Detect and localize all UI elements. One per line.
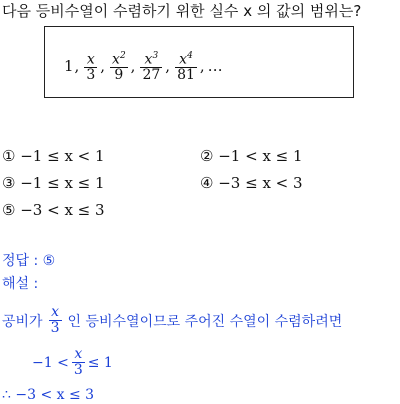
sequence-term: $\frac{x}{3}$: [86, 51, 96, 84]
inequality-right: ≤ 1: [87, 354, 113, 371]
choice-4[interactable]: ④ −3 ≤ x < 3: [200, 174, 303, 192]
choice-3[interactable]: ③ −1 ≤ x ≤ 1: [2, 174, 105, 192]
sequence-separator: ,: [100, 57, 106, 75]
sequence-separator: ,: [165, 57, 171, 75]
choice-5[interactable]: ⑤ −3 < x ≤ 3: [2, 201, 105, 219]
sequence-term: $\frac{x^2}{9}$: [112, 50, 126, 84]
choice-1[interactable]: ① −1 ≤ x < 1: [2, 147, 105, 165]
sequence-term: $\frac{x^3}{27}$: [142, 50, 161, 84]
sequence-separator: ,: [74, 57, 80, 75]
sequence-separator: ,: [199, 57, 205, 75]
inequality-line: [32, 347, 113, 378]
ratio-fraction: $\frac{x}{3}$: [50, 304, 60, 336]
explanation-suffix: 인 등비수열이므로 주어진 수열이 수렴하려면: [67, 313, 343, 330]
sequence-expression: [64, 46, 223, 86]
sequence-ellipsis: …: [207, 57, 223, 75]
explanation-prefix: 공비가: [2, 313, 43, 330]
sequence-separator: ,: [130, 57, 136, 75]
question-text: 다음 등비수열이 수렴하기 위한 실수 x 의 값의 범위는?: [2, 2, 362, 20]
inequality-left: −1 <: [32, 354, 69, 371]
sequence-first-term: 1: [64, 57, 74, 75]
explanation-line-1: [2, 305, 342, 336]
inequality-fraction: $\frac{x}{3}$: [73, 346, 83, 378]
choice-2[interactable]: ② −1 < x ≤ 1: [200, 147, 303, 165]
explanation-label: 해설 :: [2, 276, 39, 292]
answer-label: 정답 : ⑤: [2, 253, 56, 269]
conclusion-line: ∴ −3 < x ≤ 3: [2, 387, 95, 403]
sequence-term: $\frac{x^4}{81}$: [177, 50, 195, 84]
